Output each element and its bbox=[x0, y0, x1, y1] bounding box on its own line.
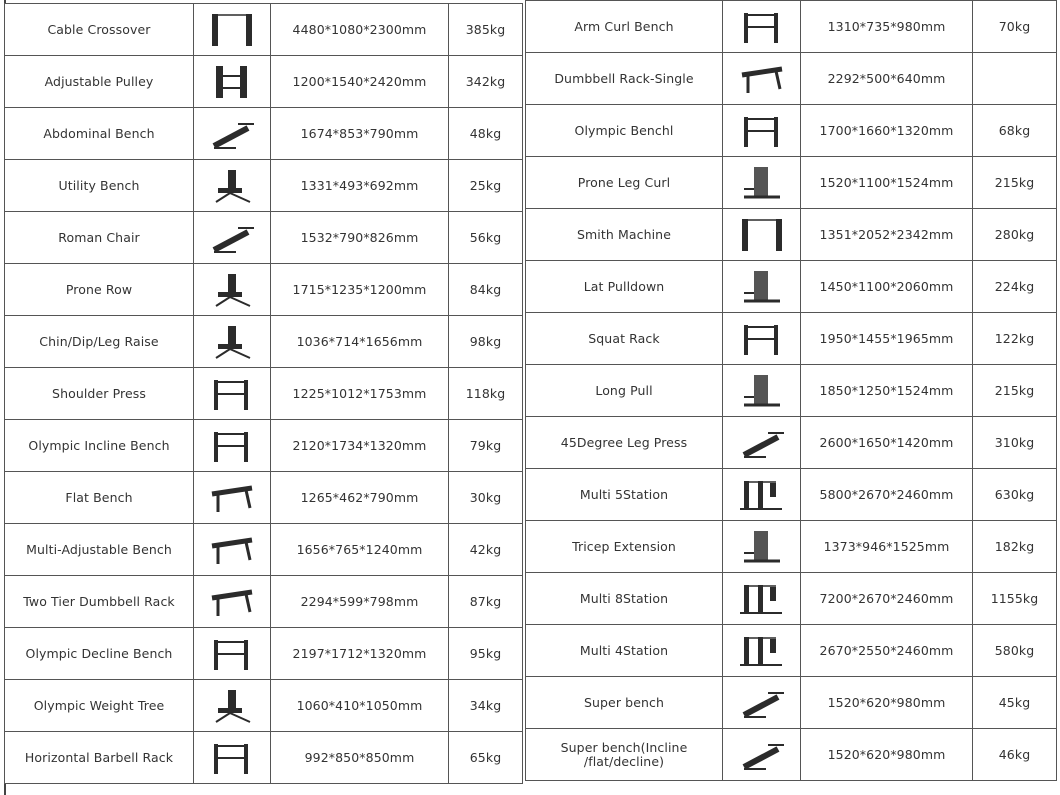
equipment-name: Chin/Dip/Leg Raise bbox=[39, 334, 159, 349]
multi-4-station-icon-svg bbox=[736, 631, 788, 671]
equipment-weight: 68kg bbox=[973, 105, 1057, 157]
leg-press-machine-icon-svg bbox=[736, 423, 788, 463]
equipment-dimensions: 1060*410*1050mm bbox=[271, 680, 449, 732]
equipment-image-cell bbox=[194, 56, 271, 108]
dumbbell-rack-single-icon-svg bbox=[736, 59, 788, 99]
table-row bbox=[526, 729, 1057, 781]
table-row bbox=[5, 108, 523, 160]
equipment-name: Dumbbell Rack-Single bbox=[554, 71, 694, 86]
equipment-weight: 215kg bbox=[973, 157, 1057, 209]
equipment-image-cell bbox=[723, 261, 801, 313]
olympic-weight-tree-icon-svg bbox=[206, 686, 258, 726]
abdominal-bench-icon-svg bbox=[206, 114, 258, 154]
squat-rack-icon-svg bbox=[736, 319, 788, 359]
table-row bbox=[526, 313, 1057, 365]
olympic-incline-bench-icon bbox=[194, 420, 270, 471]
equipment-name: Long Pull bbox=[595, 383, 653, 398]
equipment-dimensions: 2120*1734*1320mm bbox=[271, 420, 449, 472]
equipment-name-cell bbox=[526, 53, 723, 105]
equipment-name-cell bbox=[5, 160, 194, 212]
prone-row-machine-icon-svg bbox=[206, 270, 258, 310]
chin-dip-leg-raise-icon-svg bbox=[206, 322, 258, 362]
horizontal-barbell-rack-icon-svg bbox=[206, 738, 258, 778]
equipment-dimensions: 2197*1712*1320mm bbox=[271, 628, 449, 680]
equipment-weight: 87kg bbox=[449, 576, 523, 628]
equipment-image-cell bbox=[194, 4, 271, 56]
equipment-weight: 342kg bbox=[449, 56, 523, 108]
equipment-dimensions: 4480*1080*2300mm bbox=[271, 4, 449, 56]
two-tier-dumbbell-rack-icon-svg bbox=[206, 582, 258, 622]
olympic-bench-icon bbox=[723, 105, 800, 156]
table-row bbox=[526, 1, 1057, 53]
equipment-table-right-body bbox=[526, 1, 1057, 781]
table-row bbox=[526, 209, 1057, 261]
equipment-name-cell bbox=[526, 625, 723, 677]
equipment-name: Olympic Decline Bench bbox=[25, 646, 173, 661]
equipment-dimensions: 1656*765*1240mm bbox=[271, 524, 449, 576]
olympic-decline-bench-icon bbox=[194, 628, 270, 679]
table-row bbox=[5, 420, 523, 472]
multi-adjustable-bench-icon-svg bbox=[206, 530, 258, 570]
equipment-weight: 45kg bbox=[973, 677, 1057, 729]
equipment-weight: 118kg bbox=[449, 368, 523, 420]
equipment-weight: 385kg bbox=[449, 4, 523, 56]
equipment-weight: 56kg bbox=[449, 212, 523, 264]
equipment-image-cell bbox=[723, 53, 801, 105]
equipment-dimensions: 2600*1650*1420mm bbox=[801, 417, 973, 469]
equipment-image-cell bbox=[194, 108, 271, 160]
prone-leg-curl-machine-icon bbox=[723, 157, 800, 208]
equipment-weight: 630kg bbox=[973, 469, 1057, 521]
equipment-name: Cable Crossover bbox=[47, 22, 151, 37]
equipment-name: Adjustable Pulley bbox=[44, 74, 154, 89]
equipment-image-cell bbox=[194, 732, 271, 784]
adjustable-pulley-machine-icon bbox=[194, 56, 270, 107]
equipment-dimensions: 1225*1012*1753mm bbox=[271, 368, 449, 420]
equipment-dimensions: 2670*2550*2460mm bbox=[801, 625, 973, 677]
arm-curl-bench-icon-svg bbox=[736, 7, 788, 47]
table-row bbox=[526, 365, 1057, 417]
equipment-name-cell bbox=[526, 157, 723, 209]
table-row bbox=[526, 53, 1057, 105]
table-row bbox=[526, 261, 1057, 313]
table-row bbox=[526, 417, 1057, 469]
equipment-weight: 34kg bbox=[449, 680, 523, 732]
table-row bbox=[5, 524, 523, 576]
flat-bench-icon-svg bbox=[206, 478, 258, 518]
equipment-table-left-body bbox=[5, 4, 523, 784]
utility-bench-icon-svg bbox=[206, 166, 258, 206]
equipment-weight: 70kg bbox=[973, 1, 1057, 53]
equipment-image-cell bbox=[194, 472, 271, 524]
equipment-weight: 122kg bbox=[973, 313, 1057, 365]
equipment-name-cell bbox=[5, 212, 194, 264]
prone-row-machine-icon bbox=[194, 264, 270, 315]
equipment-image-cell bbox=[194, 316, 271, 368]
equipment-name: Roman Chair bbox=[58, 230, 140, 245]
equipment-name: Two Tier Dumbbell Rack bbox=[23, 594, 175, 609]
equipment-name: Prone Row bbox=[65, 282, 133, 297]
equipment-weight: 224kg bbox=[973, 261, 1057, 313]
equipment-image-cell bbox=[723, 1, 801, 53]
roman-chair-icon bbox=[194, 212, 270, 263]
super-bench-adjustable-icon bbox=[723, 729, 800, 780]
equipment-dimensions: 7200*2670*2460mm bbox=[801, 573, 973, 625]
equipment-dimensions: 992*850*850mm bbox=[271, 732, 449, 784]
equipment-dimensions: 5800*2670*2460mm bbox=[801, 469, 973, 521]
table-row bbox=[526, 521, 1057, 573]
lat-pulldown-machine-icon bbox=[723, 261, 800, 312]
equipment-weight: 42kg bbox=[449, 524, 523, 576]
equipment-name-cell bbox=[526, 1, 723, 53]
equipment-name-cell bbox=[5, 680, 194, 732]
equipment-weight: 310kg bbox=[973, 417, 1057, 469]
equipment-name-cell bbox=[526, 729, 723, 781]
equipment-name: Olympic Benchl bbox=[574, 123, 674, 138]
equipment-name-cell bbox=[5, 316, 194, 368]
long-pull-machine-icon-svg bbox=[736, 371, 788, 411]
equipment-image-cell bbox=[194, 576, 271, 628]
equipment-weight: 79kg bbox=[449, 420, 523, 472]
equipment-name-cell bbox=[5, 264, 194, 316]
shoulder-press-machine-icon-svg bbox=[206, 374, 258, 414]
roman-chair-icon-svg bbox=[206, 218, 258, 258]
equipment-dimensions: 1520*1100*1524mm bbox=[801, 157, 973, 209]
horizontal-barbell-rack-icon bbox=[194, 732, 270, 783]
equipment-image-cell bbox=[194, 524, 271, 576]
equipment-image-cell bbox=[194, 628, 271, 680]
equipment-dimensions: 1950*1455*1965mm bbox=[801, 313, 973, 365]
equipment-name-cell bbox=[5, 420, 194, 472]
table-row bbox=[5, 4, 523, 56]
equipment-image-cell bbox=[723, 365, 801, 417]
equipment-weight: 95kg bbox=[449, 628, 523, 680]
flat-bench-icon bbox=[194, 472, 270, 523]
equipment-name: Multi 5Station bbox=[579, 487, 669, 502]
table-row bbox=[526, 157, 1057, 209]
equipment-name-cell bbox=[5, 472, 194, 524]
equipment-dimensions: 1351*2052*2342mm bbox=[801, 209, 973, 261]
equipment-name-cell bbox=[5, 576, 194, 628]
table-row bbox=[5, 472, 523, 524]
long-pull-machine-icon bbox=[723, 365, 800, 416]
equipment-name: Olympic Incline Bench bbox=[28, 438, 170, 453]
equipment-weight: 98kg bbox=[449, 316, 523, 368]
equipment-image-cell bbox=[194, 368, 271, 420]
multi-8-station-icon-svg bbox=[736, 579, 788, 619]
multi-5-station-icon bbox=[723, 469, 800, 520]
equipment-name-cell bbox=[5, 524, 194, 576]
equipment-dimensions: 1036*714*1656mm bbox=[271, 316, 449, 368]
equipment-name: Multi 4Station bbox=[579, 643, 669, 658]
equipment-name-cell bbox=[5, 108, 194, 160]
equipment-dimensions: 1520*620*980mm bbox=[801, 677, 973, 729]
smith-machine-icon-svg bbox=[736, 215, 788, 255]
equipment-dimensions: 1331*493*692mm bbox=[271, 160, 449, 212]
equipment-name: Super bench bbox=[583, 695, 665, 710]
multi-8-station-icon bbox=[723, 573, 800, 624]
arm-curl-bench-icon bbox=[723, 1, 800, 52]
shoulder-press-machine-icon bbox=[194, 368, 270, 419]
equipment-name: Super bench(Incline /flat/decline) bbox=[560, 739, 688, 769]
table-row bbox=[526, 625, 1057, 677]
cable-crossover-machine-icon bbox=[194, 4, 270, 55]
equipment-image-cell bbox=[723, 417, 801, 469]
leg-press-machine-icon bbox=[723, 417, 800, 468]
equipment-weight: 1155kg bbox=[973, 573, 1057, 625]
equipment-name-cell bbox=[5, 628, 194, 680]
equipment-image-cell bbox=[723, 157, 801, 209]
equipment-dimensions: 1450*1100*2060mm bbox=[801, 261, 973, 313]
equipment-weight: 65kg bbox=[449, 732, 523, 784]
super-bench-icon bbox=[723, 677, 800, 728]
equipment-name: Lat Pulldown bbox=[583, 279, 665, 294]
equipment-image-cell bbox=[194, 264, 271, 316]
olympic-incline-bench-icon-svg bbox=[206, 426, 258, 466]
adjustable-pulley-machine-icon-svg bbox=[206, 62, 258, 102]
table-row bbox=[526, 105, 1057, 157]
equipment-dimensions: 2294*599*798mm bbox=[271, 576, 449, 628]
equipment-dimensions: 2292*500*640mm bbox=[801, 53, 973, 105]
equipment-weight: 280kg bbox=[973, 209, 1057, 261]
table-row bbox=[526, 469, 1057, 521]
equipment-name-cell bbox=[526, 105, 723, 157]
equipment-dimensions: 1200*1540*2420mm bbox=[271, 56, 449, 108]
squat-rack-icon bbox=[723, 313, 800, 364]
equipment-dimensions: 1520*620*980mm bbox=[801, 729, 973, 781]
equipment-name-cell bbox=[526, 417, 723, 469]
equipment-table-left bbox=[4, 3, 523, 784]
equipment-weight: 215kg bbox=[973, 365, 1057, 417]
equipment-name-cell bbox=[526, 261, 723, 313]
table-row bbox=[5, 680, 523, 732]
equipment-name-cell bbox=[526, 209, 723, 261]
table-row bbox=[5, 316, 523, 368]
equipment-name-cell bbox=[5, 4, 194, 56]
table-row bbox=[526, 573, 1057, 625]
chin-dip-leg-raise-icon bbox=[194, 316, 270, 367]
table-row bbox=[5, 576, 523, 628]
equipment-dimensions: 1700*1660*1320mm bbox=[801, 105, 973, 157]
equipment-name: Arm Curl Bench bbox=[574, 19, 674, 34]
table-row bbox=[5, 628, 523, 680]
equipment-name-cell bbox=[5, 56, 194, 108]
equipment-weight: 46kg bbox=[973, 729, 1057, 781]
multi-4-station-icon bbox=[723, 625, 800, 676]
equipment-dimensions: 1310*735*980mm bbox=[801, 1, 973, 53]
dumbbell-rack-single-icon bbox=[723, 53, 800, 104]
equipment-weight bbox=[973, 53, 1057, 105]
equipment-table-right bbox=[525, 0, 1057, 781]
equipment-weight: 30kg bbox=[449, 472, 523, 524]
tricep-extension-machine-icon bbox=[723, 521, 800, 572]
multi-5-station-icon-svg bbox=[736, 475, 788, 515]
multi-adjustable-bench-icon bbox=[194, 524, 270, 575]
equipment-name-cell bbox=[526, 677, 723, 729]
equipment-image-cell bbox=[194, 212, 271, 264]
olympic-decline-bench-icon-svg bbox=[206, 634, 258, 674]
table-row bbox=[526, 677, 1057, 729]
equipment-image-cell bbox=[723, 677, 801, 729]
equipment-weight: 84kg bbox=[449, 264, 523, 316]
equipment-name-cell bbox=[526, 573, 723, 625]
equipment-name: Prone Leg Curl bbox=[577, 175, 671, 190]
equipment-name-cell bbox=[526, 365, 723, 417]
equipment-image-cell bbox=[723, 469, 801, 521]
lat-pulldown-machine-icon-svg bbox=[736, 267, 788, 307]
equipment-dimensions: 1715*1235*1200mm bbox=[271, 264, 449, 316]
equipment-name: Shoulder Press bbox=[52, 386, 146, 401]
equipment-image-cell bbox=[194, 680, 271, 732]
equipment-name: Flat Bench bbox=[65, 490, 133, 505]
equipment-image-cell bbox=[194, 160, 271, 212]
equipment-name: Utility Bench bbox=[58, 178, 140, 193]
equipment-image-cell bbox=[194, 420, 271, 472]
equipment-dimensions: 1850*1250*1524mm bbox=[801, 365, 973, 417]
equipment-image-cell bbox=[723, 313, 801, 365]
equipment-image-cell bbox=[723, 573, 801, 625]
olympic-bench-icon-svg bbox=[736, 111, 788, 151]
table-row bbox=[5, 212, 523, 264]
equipment-image-cell bbox=[723, 625, 801, 677]
equipment-name: Tricep Extension bbox=[572, 539, 676, 554]
equipment-name-cell bbox=[526, 469, 723, 521]
cable-crossover-machine-icon-svg bbox=[206, 10, 258, 50]
equipment-name: Olympic Weight Tree bbox=[33, 698, 165, 713]
equipment-name-cell bbox=[526, 313, 723, 365]
table-row bbox=[5, 368, 523, 420]
equipment-name-cell bbox=[5, 368, 194, 420]
equipment-name-cell bbox=[5, 732, 194, 784]
table-row bbox=[5, 264, 523, 316]
super-bench-adjustable-icon-svg bbox=[736, 735, 788, 775]
equipment-name: Multi-Adjustable Bench bbox=[26, 542, 172, 557]
table-row bbox=[5, 732, 523, 784]
equipment-weight: 25kg bbox=[449, 160, 523, 212]
equipment-name: Abdominal Bench bbox=[43, 126, 155, 141]
smith-machine-icon bbox=[723, 209, 800, 260]
equipment-dimensions: 1674*853*790mm bbox=[271, 108, 449, 160]
equipment-image-cell bbox=[723, 521, 801, 573]
equipment-dimensions: 1265*462*790mm bbox=[271, 472, 449, 524]
utility-bench-icon bbox=[194, 160, 270, 211]
equipment-dimensions: 1532*790*826mm bbox=[271, 212, 449, 264]
equipment-image-cell bbox=[723, 209, 801, 261]
equipment-name: Smith Machine bbox=[576, 227, 671, 242]
table-row bbox=[5, 160, 523, 212]
tricep-extension-machine-icon-svg bbox=[736, 527, 788, 567]
equipment-name: Multi 8Station bbox=[579, 591, 669, 606]
super-bench-icon-svg bbox=[736, 683, 788, 723]
abdominal-bench-icon bbox=[194, 108, 270, 159]
prone-leg-curl-machine-icon-svg bbox=[736, 163, 788, 203]
equipment-weight: 48kg bbox=[449, 108, 523, 160]
equipment-name-cell bbox=[526, 521, 723, 573]
equipment-weight: 182kg bbox=[973, 521, 1057, 573]
equipment-image-cell bbox=[723, 729, 801, 781]
equipment-name: Squat Rack bbox=[588, 331, 660, 346]
table-row bbox=[5, 56, 523, 108]
equipment-weight: 580kg bbox=[973, 625, 1057, 677]
equipment-image-cell bbox=[723, 105, 801, 157]
equipment-dimensions: 1373*946*1525mm bbox=[801, 521, 973, 573]
equipment-name: 45Degree Leg Press bbox=[560, 435, 688, 450]
olympic-weight-tree-icon bbox=[194, 680, 270, 731]
two-tier-dumbbell-rack-icon bbox=[194, 576, 270, 627]
equipment-name: Horizontal Barbell Rack bbox=[24, 750, 174, 765]
